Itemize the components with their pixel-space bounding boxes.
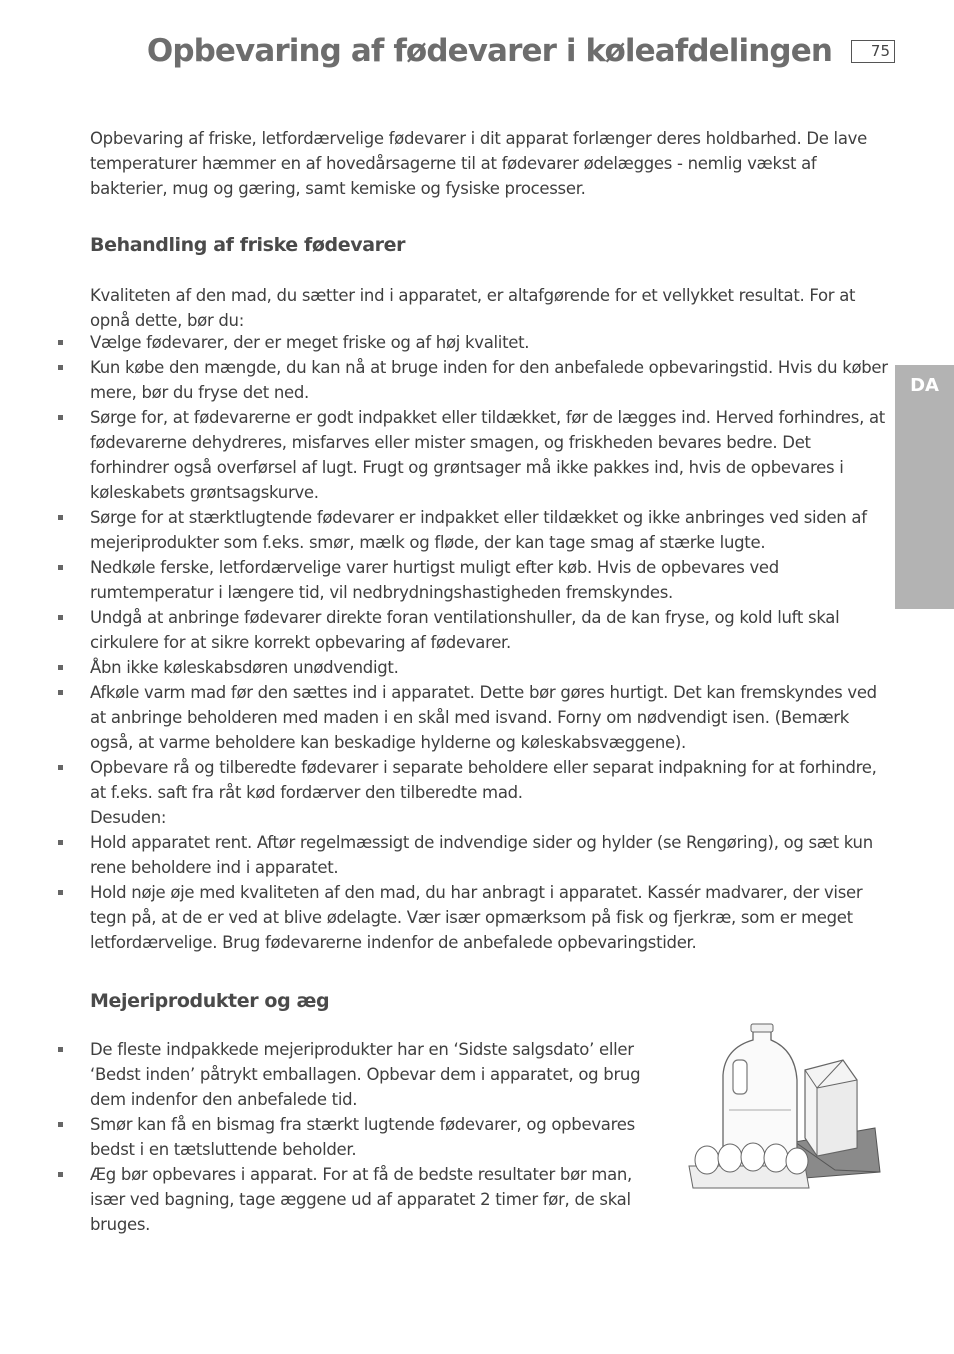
bullet-icon	[58, 1172, 63, 1177]
bullet-icon	[58, 690, 63, 695]
bullet-icon	[58, 340, 63, 345]
list-item: Undgå at anbringe fødevarer direkte foran ventilationshuller, da de kan fryse, og kold luft skal cirkulere for at sikre korrekt opbevaring af fødevarer.	[0, 605, 890, 655]
bullet-icon	[58, 665, 63, 670]
dairy-eggs-illustration	[685, 1020, 885, 1192]
section-heading-fresh-food: Behandling af friske fødevarer	[90, 234, 406, 256]
list-item: De fleste indpakkede mejeriprodukter har en ‘Sidste salgsdato’ eller ‘Bedst inden’ påtrykt emballagen. Opbevar dem i apparatet, og brug dem indenfor den anbefalede tid.	[0, 1037, 665, 1112]
list-item: Opbevare rå og tilberedte fødevarer i separate beholdere eller separat indpakning for at forhindre, at f.eks. saft fra råt kød fordærver den tilberedte mad.	[0, 755, 890, 805]
bullet-icon	[58, 365, 63, 370]
bullet-icon	[58, 515, 63, 520]
list-item: Sørge for, at fødevarerne er godt indpakket eller tildækket, før de lægges ind. Herved forhindres, at fødevarerne dehydreres, misfarves eller mister smagen, og friskheden bevares bedre. Det forhindrer også overførsel af lugt. Frugt og grøntsager må ikke pakkes ind, hvis de opbevares i køleskabets grøntsagskurve.	[0, 405, 890, 505]
list-item: Æg bør opbevares i apparat. For at få de bedste resultater bør man, især ved bagning, tage æggene ud af apparatet 2 timer før, de skal bruges.	[0, 1162, 665, 1237]
bullet-icon	[58, 1047, 63, 1052]
list-item: Vælge fødevarer, der er meget friske og af høj kvalitet.	[0, 330, 890, 355]
language-tab: DA	[895, 365, 954, 609]
list-item: Åbn ikke køleskabsdøren unødvendigt.	[0, 655, 890, 680]
list-item: Kun købe den mængde, du kan nå at bruge inden for den anbefalede opbevaringstid. Hvis du køber mere, bør du fryse det ned.	[0, 355, 890, 405]
bullet-icon	[58, 765, 63, 770]
list-item: Hold apparatet rent. Aftør regelmæssigt de indvendige sider og hylder (se Rengøring), og sæt kun rene beholdere ind i apparatet.	[0, 830, 890, 880]
besides-label: Desuden:	[90, 808, 167, 827]
bullet-icon	[58, 565, 63, 570]
section-heading-dairy: Mejeriprodukter og æg	[90, 990, 330, 1012]
page-title: Opbevaring af fødevarer i køleafdelingen	[146, 33, 832, 69]
section-lead: Kvaliteten af den mad, du sætter ind i apparatet, er altafgørende for et vellykket resultat. For at opnå dette, bør du:	[90, 286, 856, 330]
bullet-icon	[58, 615, 63, 620]
page-number: 75	[851, 40, 895, 63]
bullet-icon	[58, 415, 63, 420]
bullet-icon	[58, 890, 63, 895]
list-item: Nedkøle ferske, letfordærvelige varer hurtigst muligt efter køb. Hvis de opbevares ved rumtemperatur i længere tid, vil nedbrydningshastigheden fremskyndes.	[0, 555, 890, 605]
list-item: Smør kan få en bismag fra stærkt lugtende fødevarer, og opbevares bedst i en tætsluttende beholder.	[0, 1112, 665, 1162]
list-item: Sørge for at stærktlugtende fødevarer er indpakket eller tildækket og ikke anbringes ved siden af mejeriprodukter som f.eks. smør, mælk og fløde, der kan tage smag af stærke lugte.	[0, 505, 890, 555]
bullet-icon	[58, 1122, 63, 1127]
list-item: Afkøle varm mad før den sættes ind i apparatet. Dette bør gøres hurtigt. Det kan fremskyndes ved at anbringe beholderen med maden i en skål med isvand. Forny om nødvendigt isen. (Bemærk også, at varme beholdere kan beskadige hylderne og køleskabsvæggene).	[0, 680, 890, 755]
intro-paragraph: Opbevaring af friske, letfordærvelige fødevarer i dit apparat forlænger deres holdbarhed. De lave temperaturer hæmmer en af hovedårsagerne til at fødevarer ødelægges - nemlig vækst af bakterier, mug og gæring, samt kemiske og fysiske processer.	[90, 129, 867, 198]
bullet-icon	[58, 840, 63, 845]
fresh-food-list	[0, 330, 900, 955]
list-item: Hold nøje øje med kvaliteten af den mad, du har anbragt i apparatet. Kassér madvarer, der viser tegn på, at de er ved at blive ødelagte. Vær især opmærksom på fisk og fjerkræ, som er meget letfordærvelige. Brug fødevarerne indenfor de anbefalede opbevaringstider.	[0, 880, 890, 955]
